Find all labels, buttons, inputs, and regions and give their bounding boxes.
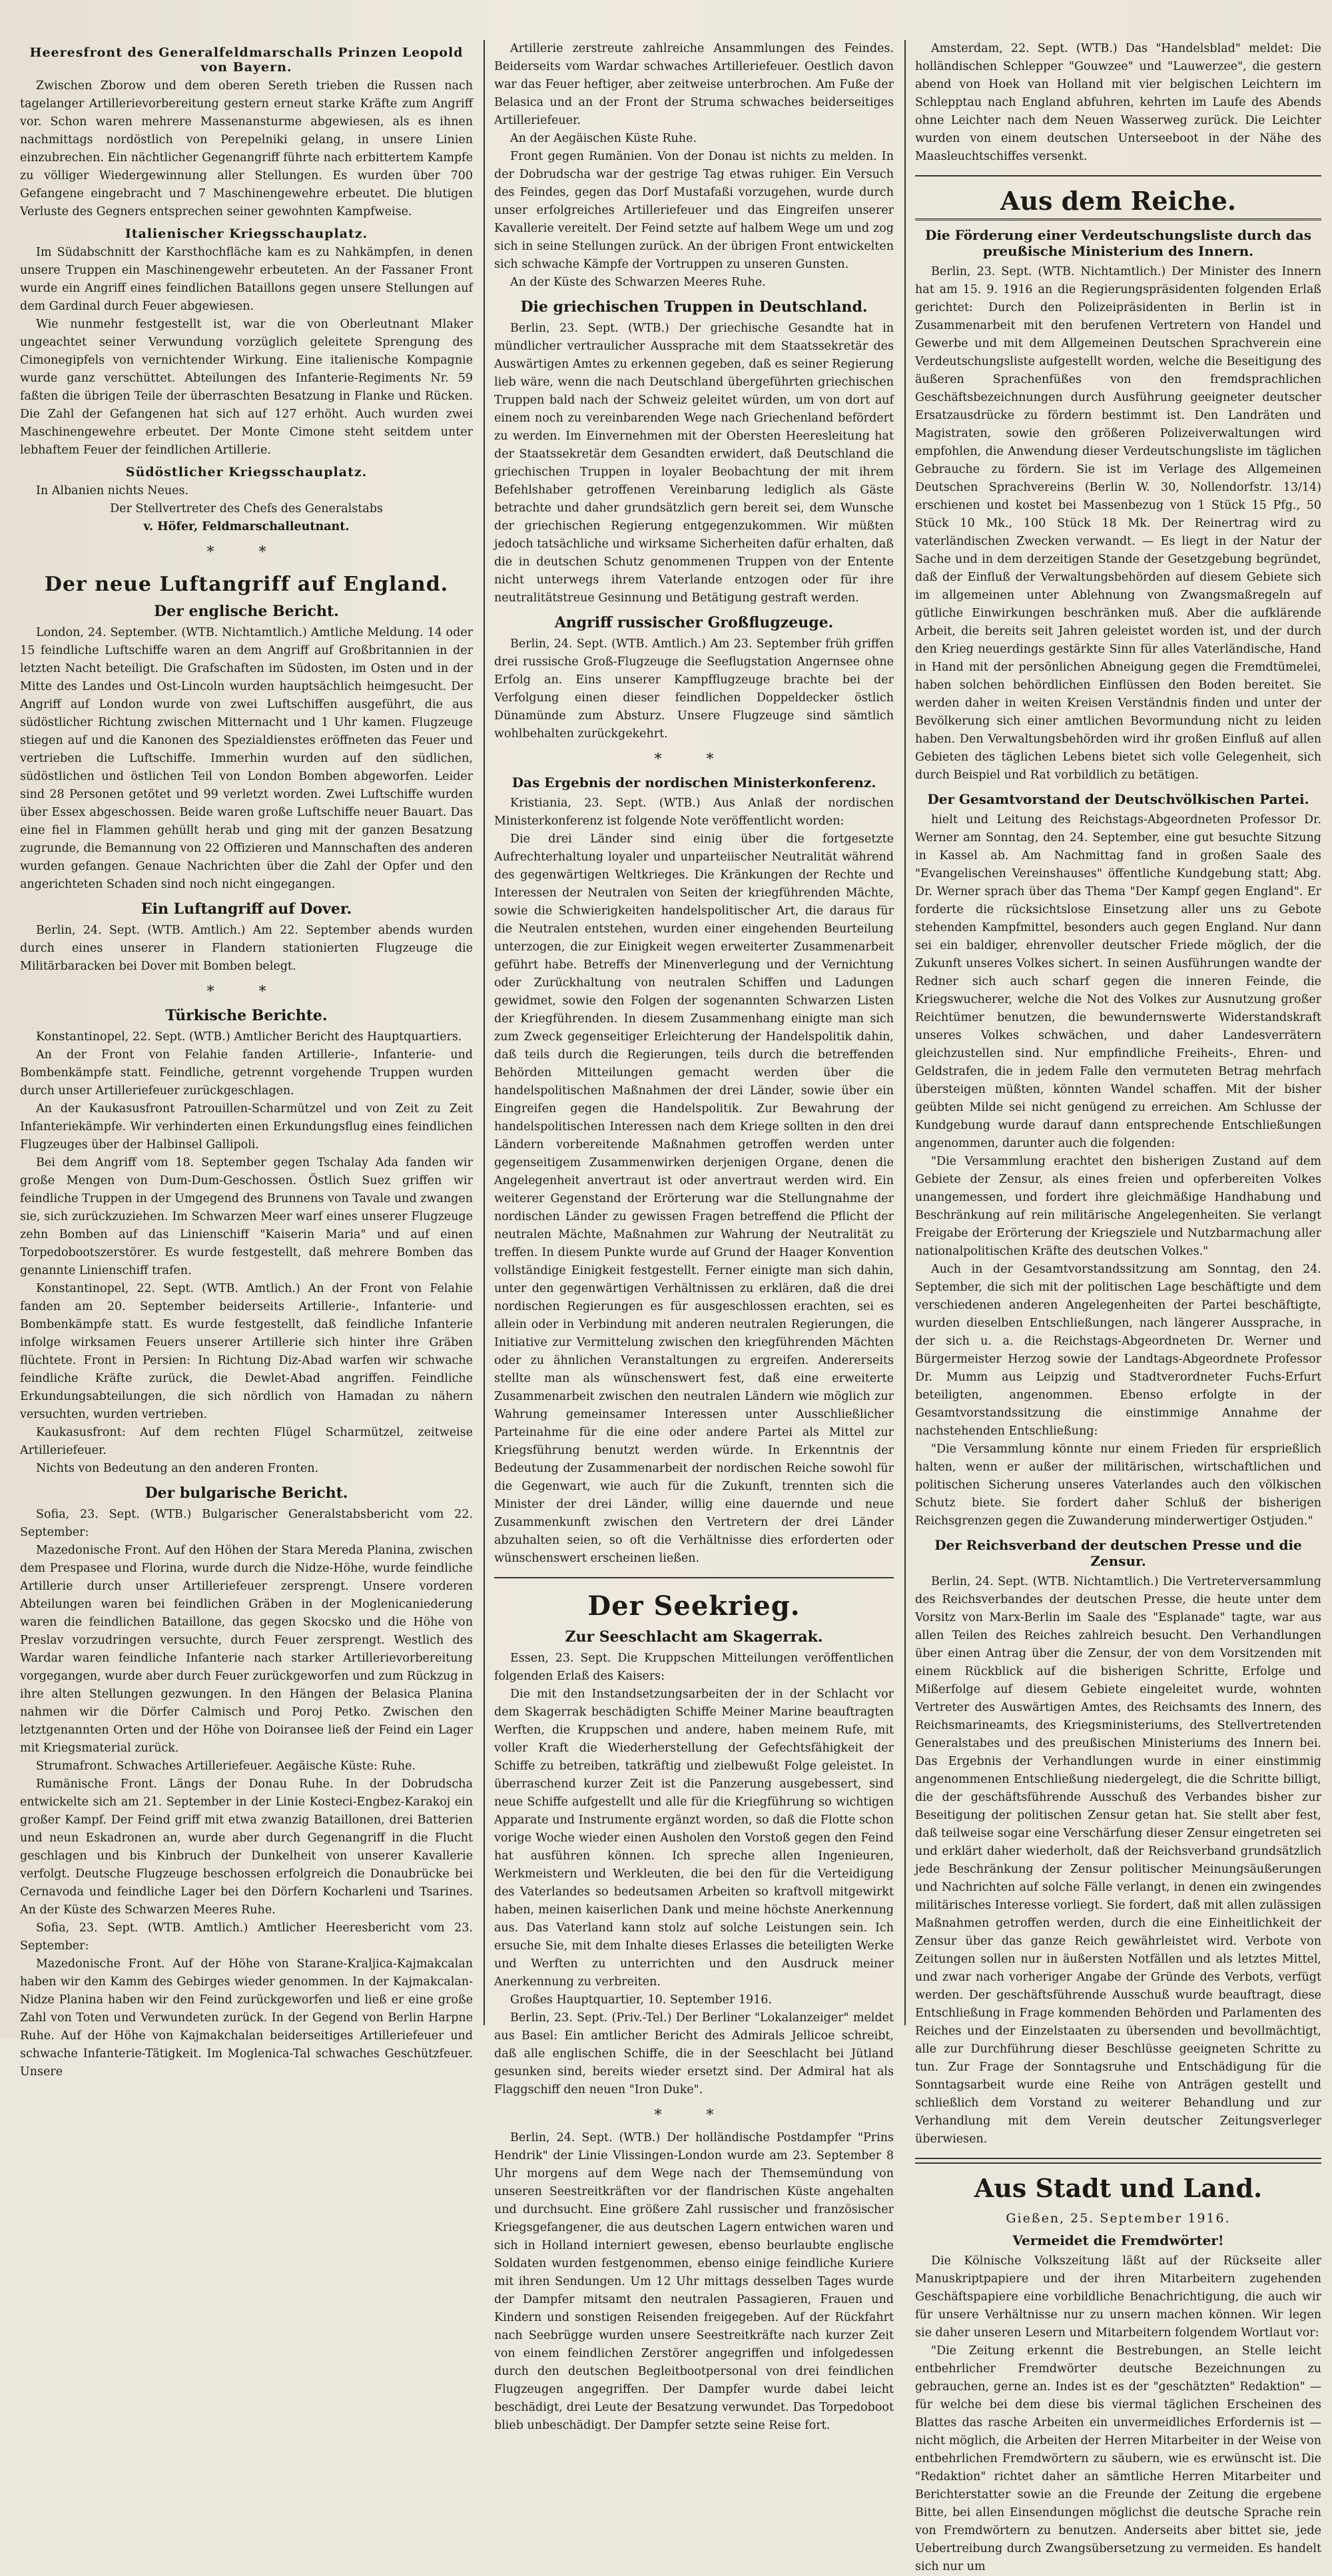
separator: * * xyxy=(206,984,286,1000)
article-headline: Der Seekrieg. xyxy=(587,1590,801,1622)
paragraph: Bei dem Angriff vom 18. September gegen Tschalay Ada fanden wir große Mengen von Dum-Dum-Geschossen. Östlich Suez griffen wir feindliche Truppen in der Umgegend des Brunnens von Tavale und zwangen sie, sich zurückzuziehen. Im Schwarzen Meer warf eines unserer Flugzeuge zehn Bomben auf das Linienschiff "Kaiserin Maria" und auf einen Torpedobootszerstörer. Es wurde festgestellt, daß mehrere Bomben das genannte Linienschiff trafen. xyxy=(20,1156,473,1277)
paragraph: Berlin, 24. Sept. (WTB. Amtlich.) Am 23. September früh griffen drei russische Groß-Flugzeuge die Seeflugstation Angernsee ohne Erfolg an. Eins unserer Kampfflugzeuge brachte bei der Verfolgung einen dieser feindlichen Doppeldecker östlich Dünamünde zum Absturz. Unsere Flugzeuge sind sämtlich wohlbehalten zurückgekehrt. xyxy=(494,637,894,741)
article-subheadline: Ein Luftangriff auf Dover. xyxy=(141,900,352,918)
paragraph: London, 24. September. (WTB. Nichtamtlich.) Amtliche Meldung. 14 oder 15 feindliche Luftschiffe waren an dem Angriff auf Großbritannien in der letzten Nacht beteiligt. Die Grafschaften im Südosten, im Osten und in der Mitte des Landes und Ost-Lincoln wurden hauptsächlich heimgesucht. Der Angriff auf London wurde von zwei Luftschiffen ausgeführt, die aus südöstlicher Richtung zwischen Mitternacht und 1 Uhr kamen. Flugzeuge stiegen auf und die Kanonen des Spezialdienstes eröffneten das Feuer und vertrieben die Luftschiffe. Immerhin wurden auf den südlichen, südöstlichen und östlichen Teil von London Bomben abgeworfen. Leider sind 28 Personen getötet und 99 verletzt worden. Zwei Luftschiffe wurden über Essex abgeschossen. Beide waren große Luftschiffe neuer Bauart. Das eine fiel in Flammen gehüllt herab und ging mit der ganzen Besatzung zugrunde, die Bemannung von 22 Offizieren und Mannschaften des anderen wurden gefangen. Genaue Nachrichten über die Zahl der Opfer und den angerichteten Schaden sind noch nicht eingegangen. xyxy=(20,626,473,891)
signature: Der Stellvertreter des Chefs des Generalstabs xyxy=(110,502,383,515)
paragraph: Sofia, 23. Sept. (WTB. Amtlich.) Amtlicher Heeresbericht vom 23. September: xyxy=(20,1921,473,1953)
paragraph: Berlin, 24. Sept. (WTB. Amtlich.) Am 22. September abends wurden durch eines unserer in Flandern stationierten Flugzeuge die Militärbaracken bei Dover mit Bomben belegt. xyxy=(20,924,473,973)
paragraph: Nichts von Bedeutung an den anderen Fronten. xyxy=(36,1462,319,1475)
article-subheadline: Angriff russischer Großflugzeuge. xyxy=(554,614,834,631)
paragraph: Großes Hauptquartier, 10. September 1916. xyxy=(510,1993,773,2007)
paragraph: Konstantinopel, 22. Sept. (WTB. Amtlich.) An der Front von Felahie fanden am 20. September beiderseits Artillerie-, Infanterie- und Bombenkämpfe statt. Es wurde festgestellt, daß feindliche Infanterie infolge wirksamen Feuers unserer Artillerie sich hinter ihre Gräben flüchtete. Front in Persien: In Richtung Diz-Abad warfen wir schwache feindliche Kräfte zurück, die Dewlet-Abad angriffen. Feindliche Erkundungsabteilungen, die sich nördlich von Hamadan zu nähern versuchten, wurden vertrieben. xyxy=(20,1282,473,1421)
paragraph: Berlin, 24. Sept. (WTB. Nichtamtlich.) Die Vertreterversammlung des Reichsverbandes der deutschen Presse, die heute unter dem Vorsitz von Marx-Berlin im Saale des "Esplanade" tagte, war aus allen Teilen des Reiches zahlreich besucht. Den Verhandlungen über einen Antrag über die Zensur, der von dem Vorsitzenden mit einem Rückblick auf die bisherigen Schritte, Erfolge und Mißerfolge auf diesem Gebiete eingeleitet wurde, wohnten Vertreter des Auswärtigen Amtes, des Reichsamts des Innern, des Reichsmarineamts, des Kriegsministeriums, des Stellvertretenden Generalstabes und des preußischen Ministeriums des Innern bei. Das Ergebnis der Verhandlungen wurde in einer einstimmig angenommenen Entschließung niedergelegt, die die Schritte billigt, die der geschäftsführende Ausschuß des Verbandes bisher zur Beseitigung der politischen Zensur getan hat. Sie stellt aber fest, daß teilweise sogar eine Verschärfung dieser Zensur eingetreten sei und erklärt daher wiederholt, daß der Reichsverband grundsätzlich jede Beschränkung der Zensur politischer Meinungsäußerungen und Nachrichten auf solche Fälle verlangt, in denen ein zwingendes militärisches Interesse vorliegt. Sie fordert, daß mit allen zulässigen Maßnahmen getroffen werden, durch die eine Einheitlichkeit der Zensur über das ganze Reich gewährleistet wird. Verbote von Zeitungen sollen nur in äußersten Notfällen und als letztes Mittel, und zwar nach vorheriger Angabe der Gründe des Verbots, verfügt werden. Der geschäftsführende Ausschuß wurde beauftragt, diese Entschließung in Frage kommenden Behörden und Parlamenten des Reiches und der Einzelstaaten zu übersenden und bevollmächtigt, alle zur Durchführung dieser Beschlüsse geeigneten Schritte zu tun. Zur Frage der Sonntagsruhe und Entschädigung für die Sonntagsarbeit wurde eine Reihe von Anträgen gestellt und schließlich dem Vorstand zu weiterer Behandlung und zur Verhandlung mit dem Verein deutscher Zeitungsverleger überwiesen. xyxy=(915,1575,1322,2146)
paragraph: "Die Zeitung erkennt die Bestrebungen, an Stelle leicht entbehrlicher Fremdwörter deutsche Bezeichnungen zu gebrauchen, gerne an. Indes ist es der "geschätzten" Redaktion" — für welche bei dem diese bis viermal täglichen Erscheinen des Blattes das rasche Arbeiten ein unvermeidliches Erfordernis ist — nicht möglich, die Arbeiten der Herren Mitarbeiter in der Weise von entbehrlichen Fremdwörtern zu säubern, wie es erwünscht ist. Die "Redaktion" richtet daher an sämtliche Herren Mitarbeiter und Berichterstatter sowie an die Freunde der Zeitung die ergebene Bitte, bei allen Einsendungen möglichst die deutsche Sprache rein von Fremdwörtern zu benutzen. Anderseits aber bittet sie, jede Uebertreibung durch Zwangsübersetzung zu vermeiden. Es handelt sich nur um xyxy=(915,2344,1321,2573)
column-middle xyxy=(488,40,900,2432)
paragraph: Mazedonische Front. Auf der Höhe von Starane-Kraljica-Kajmakcalan haben wir den Kamm des Gebirges wieder genommen. In der Kajmakcalan-Nidze Planina haben wir den Feind zurückgeworfen und ließ er eine große Zahl von Toten und Verwundeten zurück. In der Gegend von Berlin Harpne Ruhe. Auf der Höhe von Kajmakchalan beiderseitiges Artilleriefeuer und schwache Infanterie-Tätigkeit. Im Moglenica-Tal schwaches Geschützfeuer. Unsere xyxy=(20,1957,473,2079)
divider xyxy=(915,2158,1321,2164)
article-subheadline: Der englische Bericht. xyxy=(154,603,339,620)
paragraph: Auch in der Gesamtvorstandssitzung am Sonntag, den 24. September, die sich mit der politischen Lage beschäftigte und dem verschiedenen anderen Angelegenheiten der Partei beschäftigte, wurden dieselben Entschließungen, nach längerer Aussprache, in der sich u. a. die Reichstags-Abgeordneten Dr. Werner und Bürgermeister Herzog sowie der Landtags-Abgeordnete Professor Dr. Mumm aus Leipzig und Stadtverordneter Fuchs-Erfurt beteiligten, angenommen. Ebenso erfolgte in der Gesamtvorstandssitzung die einstimmige Annahme der nachstehenden Entschließung: xyxy=(915,1263,1321,1438)
paragraph: Wie nunmehr festgestellt ist, war die von Oberleutnant Mlaker ungeachtet seiner Verwundung vorzüglich geleitete Sprengung des Cimonegipfels von vernichtender Wirkung. Eine italienische Kompagnie wurde ganz verschüttet. Abteilungen des Infanterie-Regiments Nr. 59 faßten die übrigen Teile der überraschten Besatzung in Flanke und Rücken. Die Zahl der Gefangenen hat sich auf 127 erhöht. Auch wurden zwei Maschinengewehre erbeutet. Der Monte Cimone steht seitdem unter lebhaftem Feuer der feindlichen Artillerie. xyxy=(20,318,473,457)
column-right xyxy=(908,40,1328,2573)
paragraph: Berlin, 24. Sept. (WTB.) Der holländische Postdampfer "Prins Hendrik" der Linie Vlissingen-London wurde am 23. September 8 Uhr morgens auf dem Wege nach der Themsemündung von unseren Seestreitkräften vor der flandrischen Küste angehalten und durchsucht. Eine größere Zahl russischer und französischer Kriegsgefangener, die aus deutschen Lagern entwichen waren und sich in Holland interniert gewesen, ebenso beurlaubte englische Soldaten wurden festgenommen, ebenso einige feindliche Kuriere mit ihren Sendungen. Um 12 Uhr mittags desselben Tages wurde der Dampfer mitsamt den neutralen Passagieren, Frauen und Kindern und sonstigen Reisenden freigegeben. Auf der Rückfahrt nach Seebrügge wurden unsere Seestreitkräfte nach kurzer Zeit von einem feindlichen Zerstörer angegriffen und infolgedessen durch den deutschen Begleitbootpersonal von drei feindlichen Flugzeugen angegriffen. Der Dampfer wurde dabei leicht beschädigt, drei Leute der Besatzung verwundet. Das Torpedoboot blieb unbeschädigt. Der Dampfer setzte seine Reise fort. xyxy=(494,2131,894,2432)
column-rule xyxy=(904,40,906,2025)
paragraph: Im Südabschnitt der Karsthochfläche kam es zu Nahkämpfen, in denen unsere Truppen ein Maschinengewehr erbeuteten. An der Fassaner Front wurde ein Angriff eines feindlichen Bataillons gegen unsere Stellungen auf dem Gardinal durch Feuer abgewiesen. xyxy=(20,246,473,313)
article-subheadline: Der bulgarische Bericht. xyxy=(145,1484,348,1502)
paragraph: An der Aegäischen Küste Ruhe. xyxy=(510,132,697,145)
article-subheadline: Vermeidet die Fremdwörter! xyxy=(1012,2232,1224,2248)
paragraph: Kristiania, 23. Sept. (WTB.) Aus Anlaß der nordischen Ministerkonferenz ist folgende Note veröffentlicht worden: xyxy=(494,797,894,828)
paragraph: Essen, 23. Sept. Die Kruppschen Mitteilungen veröffentlichen folgenden Erlaß des Kaisers: xyxy=(494,1652,894,1683)
paragraph: Strumafront. Schwaches Artilleriefeuer. Aegäische Küste: Ruhe. xyxy=(36,1760,416,1773)
paragraph: Berlin, 23. Sept. (WTB.) Der griechische Gesandte hat in mündlicher vertraulicher Aussprache mit dem Staatssekretär des Auswärtigen Amtes zu erkennen gegeben, daß es seiner Regierung lieb wäre, wenn die nach Deutschland übergeführten griechischen Truppen bald nach der Schweiz geleitet würden, um von dort auf einem noch zu vereinbarenden Wege nach Griechenland befördert zu werden. Im Einvernehmen mit der Obersten Heeresleitung hat der Staatssekretär dem Gesandten erwidert, daß Deutschland die griechischen Truppen in loyaler Beobachtung der mit ihrem Befehlshaber getroffenen Vereinbarung lediglich als Gäste betrachte und daher grundsätzlich gern bereit sei, dem Wunsche der griechischen Regierung entgegenzukommen. Wir müßten jedoch tatsächliche und wirksame Sicherheiten dafür erhalten, daß die in deutschen Schutz genommenen Truppen von der Entente nicht unterwegs ihrem Vaterlande entzogen oder für ihre neutralitätstreue Gesinnung und Betätigung gestraft werden. xyxy=(494,322,894,605)
paragraph: Zwischen Zborow und dem oberen Sereth trieben die Russen nach tagelanger Artillerievorbereitung gestern erneut starke Kräfte zum Angriff vor. Schon waren mehrere Massenansturme abgewiesen, als es ihnen nachmittags nordöstlich von Perepelniki gelang, in unsere Linien einzubrechen. Ein nächtlicher Gegenangriff führte nach erbittertem Kampfe zu völliger Wiedergewinnung aller Stellungen. Es wurden über 700 Gefangene eingebracht und 7 Maschinengewehre erbeutet. Die blutigen Verluste des Gegners entsprechen seiner gewohnten Kampfweise. xyxy=(20,79,473,218)
paragraph: Die Kölnische Volkszeitung läßt auf der Rückseite aller Manuskriptpapiere und der ihren Mitarbeitern zugehenden Geschäftspapiere eine vorbildliche Benachrichtigung, die auch wir für unsere Verhältnisse nur zu unsern machen können. Wir legen sie daher unseren Lesern und Mitarbeitern folgendem Wortlaut vor: xyxy=(915,2254,1321,2340)
paragraph: Amsterdam, 22. Sept. (WTB.) Das "Handelsblad" meldet: Die holländischen Schlepper "Gouwzee" und "Lauwerzee", die gestern abend von Hoek van Holland mit vier belgischen Leichtern im Schlepptau nach England abfuhren, kehrten im Laufe des Abends ohne Leichter nach dem Neuen Wasserweg zurück. Die Leichter wurden von einem deutschen Unterseeboot in der Nähe des Maasleuchtschiffes versenkt. xyxy=(915,42,1321,163)
divider xyxy=(494,1577,894,1578)
section-heading: Heeresfront des Generalfeldmarschalls Prinzen Leopold von Bayern. xyxy=(29,45,464,75)
section-heading: Italienischer Kriegsschauplatz. xyxy=(125,226,368,241)
paragraph: An der Küste des Schwarzen Meeres Ruhe. xyxy=(510,276,766,289)
article-subheadline: Der Gesamtvorstand der Deutschvölkischen Partei. xyxy=(927,791,1309,807)
separator: * * xyxy=(206,544,286,561)
article-subheadline: Das Ergebnis der nordischen Ministerkonferenz. xyxy=(511,775,876,791)
article-headline: Der neue Luftangriff auf England. xyxy=(44,573,449,596)
article-subheadline: Die griechischen Truppen in Deutschland. xyxy=(520,298,868,316)
separator: * * xyxy=(654,751,734,768)
section-title: Aus dem Reiche. xyxy=(915,186,1321,220)
dateline: Gießen, 25. September 1916. xyxy=(1006,2211,1231,2226)
paragraph: Berlin, 23. Sept. (WTB. Nichtamtlich.) Der Minister des Innern hat am 15. 9. 1916 an die Regierungspräsidenten folgenden Erlaß gerichtet: Durch den Polizeipräsidenten in Berlin ist in Zusammenarbeit mit den berufenen Vertretern von Handel und Gewerbe und mit dem Allgemeinen Deutschen Sprachverein eine Verdeutschungsliste aufgestellt worden, welche die Beseitigung des äußeren Sprachenfüßes von den fremdsprachlichen Geschäftsbezeichnungen durch Ausführung geeigneter deutscher Ersatzausdrücke zu fördern bestimmt ist. Den Landräten und Magistraten, sowie den größeren Polizeiverwaltungen wird empfohlen, die Anwendung dieser Verdeutschungsliste im täglichen Gebrauche zu fördern. Sie ist im Verlage des Allgemeinen Deutschen Sprachvereins (Berlin W. 30, Nollendorfstr. 13/14) erschienen und kostet bei Massenbezug von 1 Stück 15 Pfg., 50 Stück 10 Mk., 100 Stück 18 Mk. Der Reinertrag wird zu vaterländischen Zwecken verwandt. — Es liegt in der Natur der Sache und in dem derzeitigen Stande der Gesetzgebung begründet, daß der Einfluß der Verwaltungsbehörden auf diesem Gebiete sich im allgemeinen unter Ablehnung von Zwangsmaßregeln auf gütliche Einwirkungen beschränken muß. Aber die aufklärende Arbeit, die bereits seit Jahren geleistet worden ist, und der durch den Krieg neuerdings gestärkte Sinn für alles Vaterländische, Hand in Hand mit der persönlichen Abneigung gegen die Fremdtümelei, haben solchen behördlichen Einflüssen den Boden bereitet. Sie werden daher in weiten Kreisen Verständnis finden und unter der Bevölkerung sich einer amtlichen Bevormundung nicht zu leiden haben. Den Verwaltungsbehörden wird ihr großen Einfluß auf allen Gebieten des täglichen Lebens bietet sich volle Gelegenheit, sich durch Beispiel und Rat vorbildlich zu betätigen. xyxy=(915,265,1321,782)
column-left xyxy=(13,40,480,2079)
paragraph: Artillerie zerstreute zahlreiche Ansammlungen des Feindes. Beiderseits vom Wardar schwaches Artilleriefeuer. Oestlich davon war das Feuer heftiger, aber zeitweise unterbrochen. Am Fuße der Belasica und an der Front der Struma schwaches beiderseitiges Artilleriefeuer. xyxy=(494,42,894,127)
paragraph: Mazedonische Front. Auf den Höhen der Stara Mereda Planina, zwischen dem Prespasee und Florina, wurde durch die Nidze-Höhe, wurde feindliche Artillerie durch unser Artilleriefeuer zersprengt. Unsere vorderen Abteilungen waren bei feindlichen Gräben in der Moglenicaniederung waren die feindlichen Bataillone, das gegen Skocsko und die Höhe von Preslav vorzudringen versuchte, durch Feuer zersprengt. Westlich des Wardar waren feindliche Infanterie nach starker Artillerievorbereitung vorgegangen, wurde aber durch Feuer zurückgeworfen und zum Rückzug in ihre alten Stellungen gezwungen. In den Hängen der Belasica Planina nahmen wir die Dörfer Calmisch und Poroj Petko. Zwischen den letztgenannten Orten und der Höhe von Doiransee ließ der Feind ein Lager mit Kriegsmaterial zurück. xyxy=(20,1544,474,1755)
separator: * * xyxy=(654,2107,734,2124)
section-heading: Südöstlicher Kriegsschauplatz. xyxy=(125,465,368,480)
paragraph: In Albanien nichts Neues. xyxy=(36,484,189,497)
paragraph: Rumänische Front. Längs der Donau Ruhe. In der Dobrudscha entwickelte sich am 21. September in der Linie Kosteci-Engbez-Karakoj ein großer Kampf. Der Feind griff mit etwa zwanzig Bataillonen, drei Batterien und neun Eskadronen an, wurde aber durch Gegenangriff in die Flucht geschlagen und bis Kinbruch der Dunkelheit von unserer Kavallerie verfolgt. Deutsche Flugzeuge beschossen erfolgreich die Donaubrücke bei Cernavoda und feindliche Lager bei den Dörfern Kocharleni und Tsarines. An der Küste des Schwarzen Meeres Ruhe. xyxy=(20,1777,473,1917)
paragraph: Konstantinopel, 22. Sept. (WTB.) Amtlicher Bericht des Hauptquartiers. xyxy=(36,1030,462,1044)
article-subheadline: Zur Seeschlacht am Skagerrak. xyxy=(565,1628,823,1646)
paragraph: An der Kaukasusfront Patrouillen-Scharmützel und von Zeit zu Zeit Infanteriekämpfe. Wir verhinderten einen Erkundungsflug eines feindlichen Flugzeuges über der Halbinsel Gallipoli. xyxy=(20,1102,473,1151)
column-rule xyxy=(484,40,485,2025)
paragraph: Berlin, 23. Sept. (Priv.-Tel.) Der Berliner "Lokalanzeiger" meldet aus Basel: Ein amtlicher Bericht des Admirals Jellicoe schreibt, daß alle englischen Schiffe, die in der Seeschlacht bei Jütland gesunken sind, bereits wieder ersetzt sind. Der Admiral hat als Flaggschiff den neuen "Iron Duke". xyxy=(494,2011,894,2096)
article-subheadline: Türkische Berichte. xyxy=(165,1007,328,1024)
paragraph: "Die Versammlung erachtet den bisherigen Zustand auf dem Gebiete der Zensur, als eines freien und opferbereiten Volkes unangemessen, und fordert ihre gleichmäßige Handhabung und Beschränkung auf rein militärische Angelegenheiten. Sie verlangt Freigabe der Erörterung der Kriegsziele und Nutzbarmachung aller nationalpolitischen Kräfte des deutschen Volkes." xyxy=(915,1155,1321,1258)
article-subheadline: Die Förderung einer Verdeutschungsliste durch das preußische Ministerium des Innern. xyxy=(924,227,1312,259)
paragraph: Die drei Länder sind einig über die fortgesetzte Aufrechterhaltung loyaler und unparteiischer Neutralität während des gegenwärtigen Weltkrieges. Die Kränkungen der Rechte und Interessen der Neutralen von Seiten der kriegführenden Mächte, sowie die Schwierigkeiten handelspolitischer Art, die daraus für die Neutralen entstehen, wurden einer eingehenden Beurteilung unterzogen, die zur Einigkeit wegen erweiterter Zusammenarbeit geführt habe. Betreffs der Minenverlegung und der Vernichtung oder Zurückhaltung von neutralen Schiffen und Ladungen gewidmet, sowie den Folgen der sogenannten Schwarzen Listen der Kriegführenden. In diesem Zusammenhang einigte man sich zum Zweck gegenseitiger Erleichterung der Handelspolitik dahin, daß teils durch die Regierungen, teils durch die betreffenden Behörden Mitteilungen gemacht werden über die handelspolitischen Maßnahmen der drei Länder, sowie über ein Eingreifen gegen die Handelspolitik. Zur Bewahrung der handelspolitischen Interessen nach dem Kriege sollten in den drei Ländern vorbereitende Maßnahmen getroffen werden unter gegenseitigem Zusammenwirken derjenigen Organe, denen die Angelegenheit anvertraut ist oder anvertraut werden wird. Ein weiterer Gegenstand der Erörterung war die Stellungnahme der nordischen Länder zu gewissen Fragen betreffend die Pflicht der neutralen Mächte, Maßnahmen zur Wahrung der Neutralität zu treffen. In diesem Punkte wurde auf Grund der Haager Konvention vollständige Einigkeit festgestellt. Ferner einigte man sich dahin, unter den gegenwärtigen Verhältnissen zu erklären, daß die drei nordischen Regierungen es für ausgeschlossen erachten, sei es allein oder in Verbindung mit anderen neutralen Regierungen, die Initiative zur Vermittelung zwischen den kriegführenden Mächten oder zu ähnlichen Veranstaltungen zu ergreifen. Andererseits stellte man als wünschenswert fest, daß eine erweiterte Zusammenarbeit zwischen den neutralen Ländern wie möglich zur Wahrung gemeinsamer Interessen unter Ausschließlicher Parteinahme für die eine oder andere Partei als Mittel zur Kriegsführung benutzt werden würde. In Erkenntnis der Bedeutung der Zusammenarbeit der nordischen Reiche sowohl für die Gegenwart, wie auch für die Zukunft, trennten sich die Minister der drei Länder, willig eine dauernde und neue Zusammenkunft zwischen den Vertretern der drei Länder abzuhalten seien, so oft die Verhältnisse dies erforderten oder wünschenswert erscheinen ließen. xyxy=(494,832,894,1565)
paragraph: "Die Versammlung könnte nur einem Frieden für ersprießlich halten, wenn er außer der militärischen, wirtschaftlichen und politischen Sicherung unseres Vaterlandes auch den völkischen Schutz biete. Sie fordert daher Schluß der bisherigen Reichsgrenzen gegen die Zuwanderung minderwertiger Ostjuden." xyxy=(915,1443,1321,1528)
paragraph: Sofia, 23. Sept. (WTB.) Bulgarischer Generalstabsbericht vom 22. September: xyxy=(20,1508,473,1539)
section-title: Aus Stadt und Land. xyxy=(974,2173,1263,2203)
paragraph: hielt und Leitung des Reichstags-Abgeordneten Professor Dr. Werner am Sonntag, den 24. September, eine gut besuchte Sitzung in Kassel ab. Am Nachmittag fand in großen Saale des "Evangelischen Vereinshauses" öffentliche Kundgebung statt; Abg. Dr. Werner sprach über das Thema "Der Kampf gegen England". Er forderte die rücksichtslose Einsetzung aller uns zu Gebote stehenden Kampfmittel, besonders auch gegen England. Nur dann sei ein baldiger, ehrenvoller deutscher Friede möglich, der die Zukunft unseres Volkes sichert. In seinen Ausführungen wandte der Redner sich auch scharf gegen die inneren Feinde, die Kriegswucherer, welche die Not des Volkes zur Ausnutzung großer Reichtümer benutzen, die bewundernswerte Widerstandskraft unseres Volkes schwächen, und daher Landesverrätern gleichzustellen sind. Nur empfindliche Freiheits-, Ehren- und Geldstrafen, die in jedem Falle den vermuteten Betrag mehrfach übersteigen müßten, könnten Wandel schaffen. Mit der bisher geübten Milde sei nicht genügend zu erreichen. Am Schlusse der Kundgebung wurde darauf dann entsprechende Entschließungen angenommen, darunter auch die folgenden: xyxy=(915,813,1321,1150)
paragraph: Die mit den Instandsetzungsarbeiten der in der Schlacht vor dem Skagerrak beschädigten Schiffe Meiner Marine beauftragten Werften, die Kruppschen und andere, haben meinem Rufe, mit voller Kraft die Wiederherstellung der Gefechtsfähigkeit der Schiffe zu betreiben, tatkräftig und zielbewußt Folge geleistet. In überraschend kurzer Zeit ist die Panzerung ausgebessert, sind neue Schiffe aufgestellt und alle für die Kriegführung so wichtigen Apparate und Instrumente ergänzt worden, so daß die Flotte schon vorige Woche wieder einen Ausholen den Vorstoß gegen den Feind hat ausführen können. Ich spreche allen Ingenieuren, Werkmeistern und Werkleuten, die bei den für die Verteidigung des Vaterlandes so bedeutsamen Arbeiten so kraftvoll mitgewirkt haben, meinen kaiserlichen Dank und meine höchste Anerkennung aus. Das Vaterland kann stolz auf solche Leistungen sein. Ich ersuche Sie, mit dem Inhalte dieses Erlasses die beteiligten Werke und Werften zu unterrichten und den Ausdruck meiner Anerkennung zu verbreiten. xyxy=(494,1688,894,1989)
article-subheadline: Der Reichsverband der deutschen Presse und die Zensur. xyxy=(934,1537,1302,1569)
paragraph: An der Front von Felahie fanden Artillerie-, Infanterie- und Bombenkämpfe statt. Feindliche, getrennt vorgehende Truppen wurden durch unser Artilleriefeuer zurückgeschlagen. xyxy=(20,1048,473,1098)
signature: v. Höfer, Feldmarschalleutnant. xyxy=(143,520,350,533)
paragraph: Kaukasusfront: Auf dem rechten Flügel Scharmützel, zeitweise Artilleriefeuer. xyxy=(20,1426,473,1457)
paragraph: Front gegen Rumänien. Von der Donau ist nichts zu melden. In der Dobrudscha war der gestrige Tag etwas ruhiger. Ein Versuch des Feindes, gegen das Dorf Mustafaßi vorzugehen, wurde durch unser erfolgreiches Artilleriefeuer und das Eingreifen unserer Kavallerie vereitelt. Der Feind setzte auf halbem Wege um und zog sich in seine Stellungen zurück. An der übrigen Front entwickelten sich schwache Kämpfe der Vortruppen zu unseren Gunsten. xyxy=(494,150,894,271)
divider xyxy=(915,175,1321,176)
